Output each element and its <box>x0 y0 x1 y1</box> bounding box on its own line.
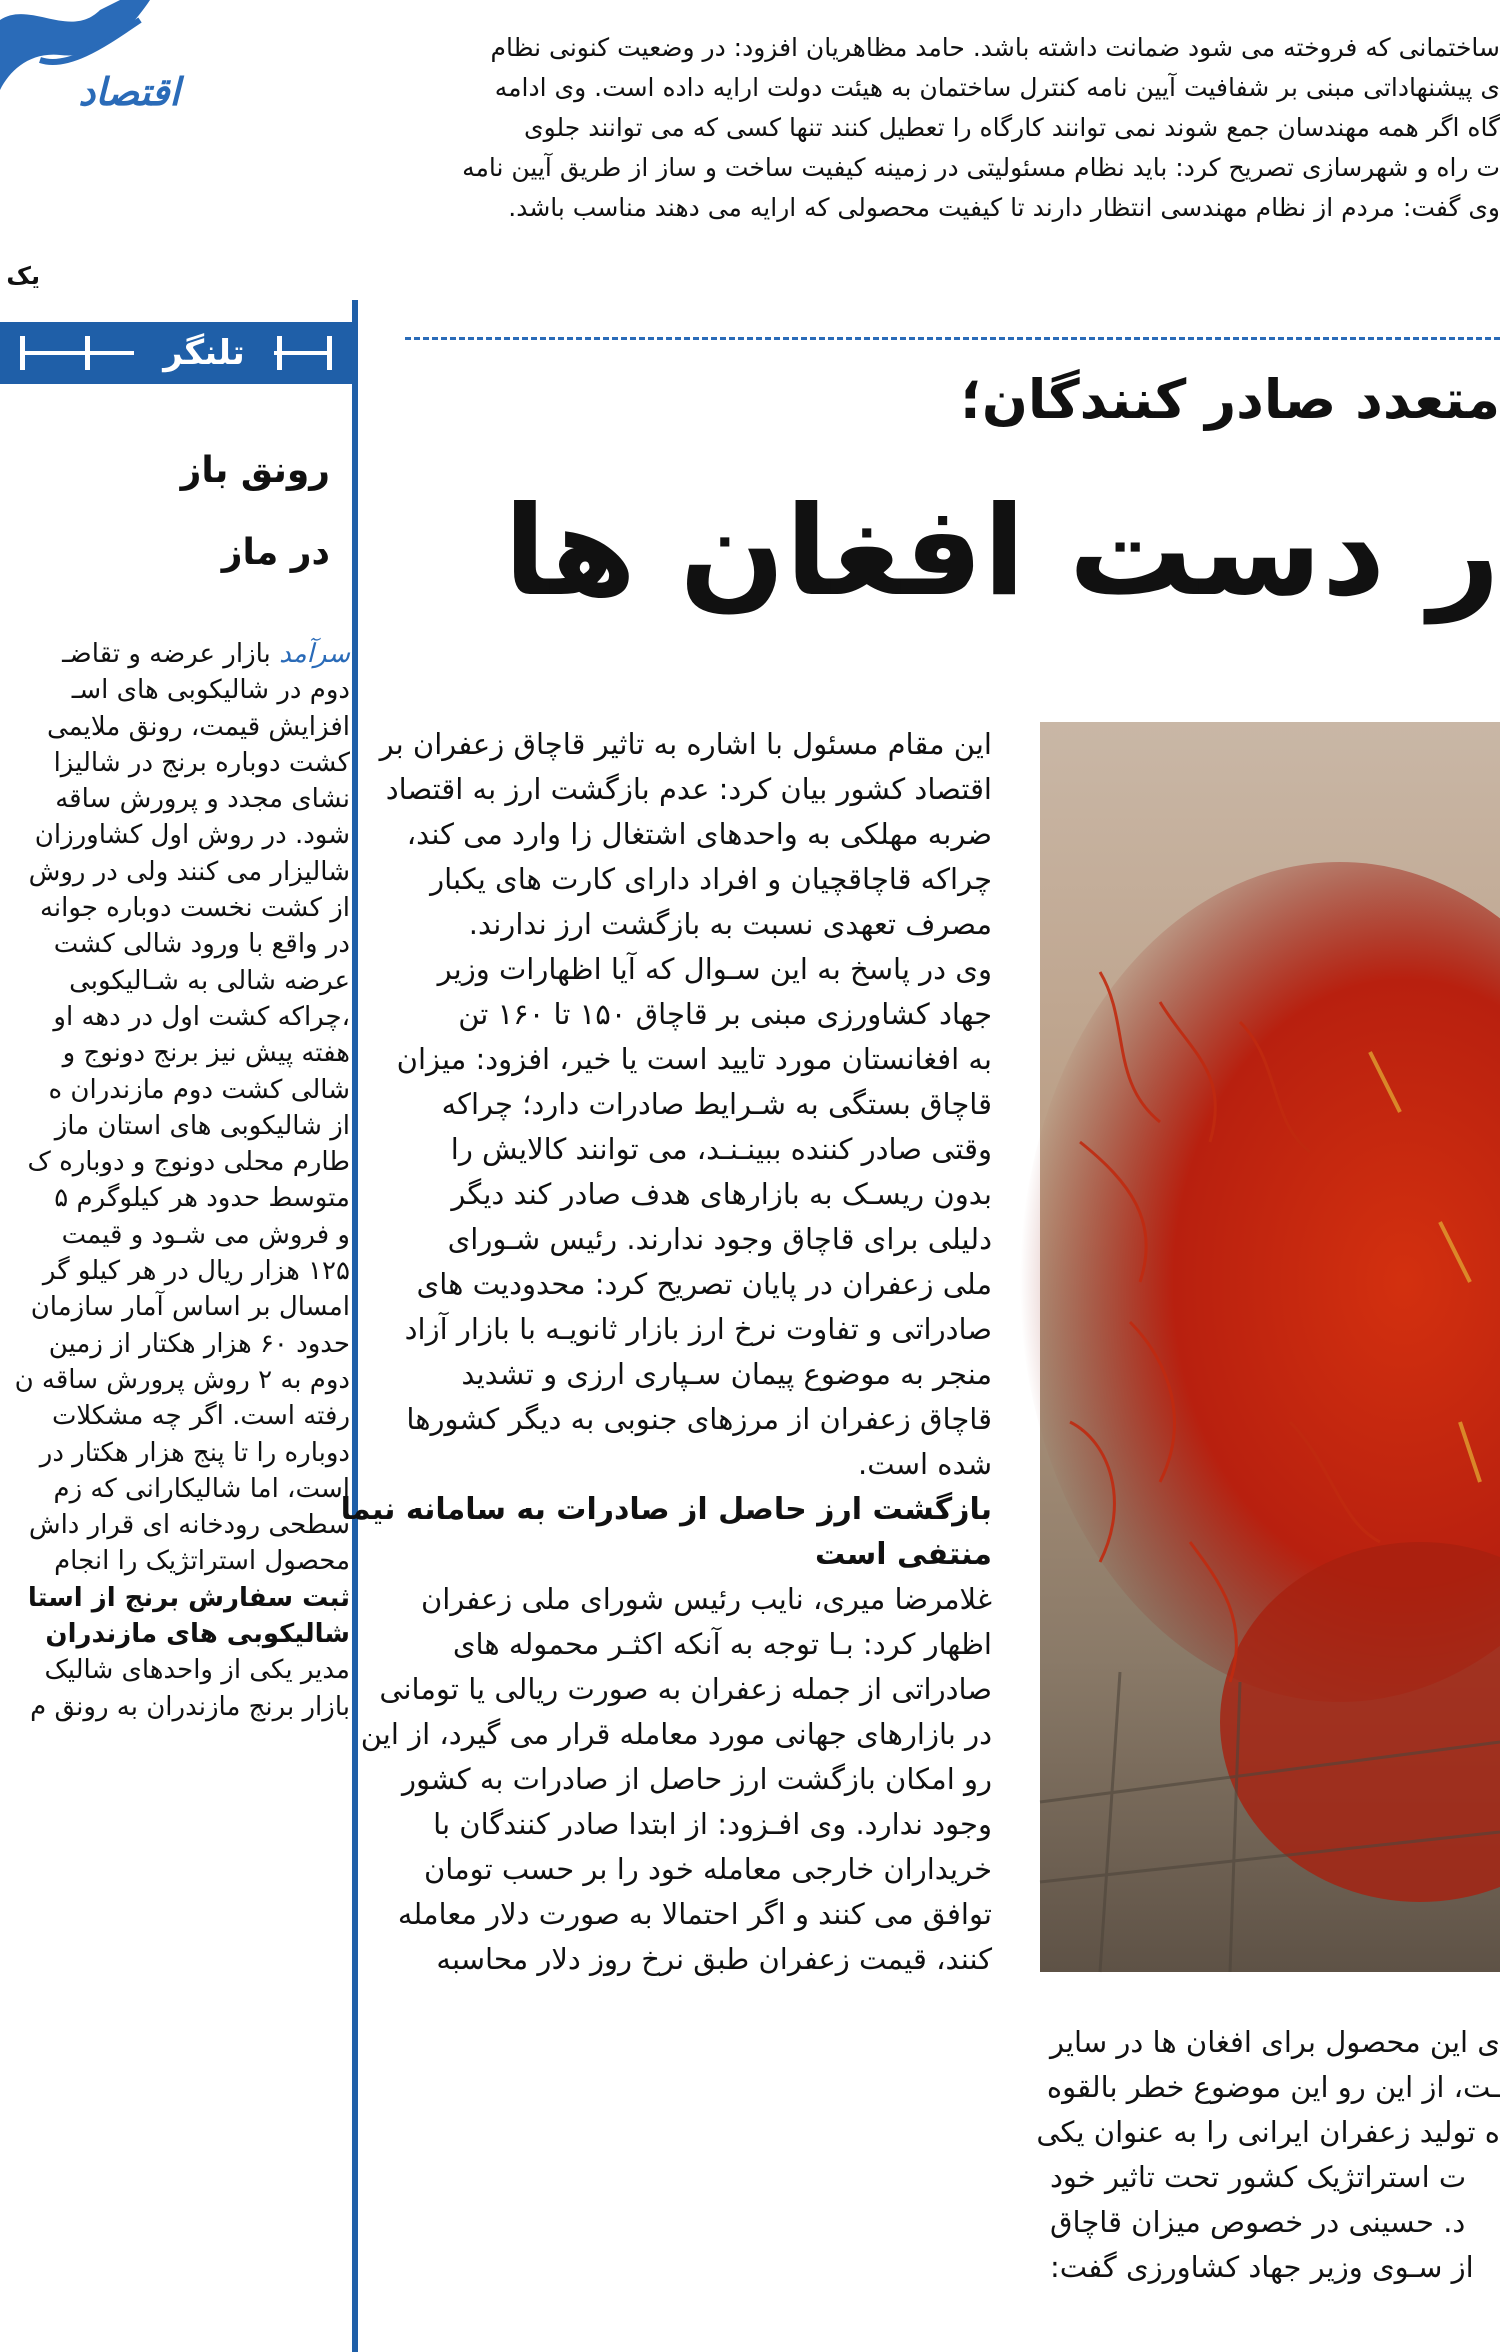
text-line: وجود ندارد. وی افـزود: از ابتدا صادر کنندگان با <box>433 1807 992 1841</box>
text-line: ی پیشنهاداتی مبنی بر شفافیت آیین نامه کنترل ساختمان به هیئت دولت ارایه داده است. وی ادامه <box>494 73 1500 102</box>
text-line: افزایش قیمت، رونق ملایمی <box>46 711 350 742</box>
logo-word: اقتصاد <box>78 70 180 114</box>
text-line: وی گفت: مردم از نظام مهندسی انتظار دارند تا کیفیت محصولی که ارایه می دهند مناسب باشد. <box>508 193 1500 222</box>
text-line: در بازارهای جهانی مورد معامله قرار می گیرد، از این <box>360 1717 992 1751</box>
text-line: محصول استراتژیک را انجام <box>54 1546 350 1577</box>
text-line: ساختمانی که فروخته می شود ضمانت داشته باشد. حامد مظاهریان افزود: در وضعیت کنونی نظام <box>490 33 1500 62</box>
telegraph-title-line: رونق باز <box>180 450 330 491</box>
text-line: ت راه و شهرسازی تصریح کرد: باید نظام مسئولیتی در زمینه کیفیت ساخت و ساز از طریق آیین نامه <box>462 153 1500 182</box>
text-line: به افغانستان مورد تایید است یا خیر، افزود: میزان <box>396 1042 992 1076</box>
text-line: منجر به موضوع پیمان سـپاری ارزی و تشدید <box>461 1357 992 1391</box>
text-line: بازگشت ارز حاصل از صادرات به سامانه نیما <box>340 1492 992 1527</box>
text-line: مدیر یکی از واحدهای شالیک <box>44 1655 350 1686</box>
text-line: شالیکوبی های مازندران <box>45 1619 350 1650</box>
text-line: از کشت نخست دوباره جوانه <box>39 893 350 924</box>
article-column-2 <box>1036 2020 1500 2290</box>
text-line: حدود ۶۰ هزار هکتار از زمین <box>48 1328 350 1359</box>
text-line: از شالیکوبی های استان ماز <box>54 1110 350 1141</box>
text-line: د. حسینی در خصوص میزان قاچاق <box>1050 2205 1466 2239</box>
dashed-divider <box>405 337 1500 340</box>
text-line: بدون ریسـک به بازارهای هدف صادر کند دیگر <box>451 1177 992 1211</box>
page-marker: یک <box>6 262 40 290</box>
telegraph-title <box>0 430 330 594</box>
telegraph-title-line: در ماز <box>221 532 330 573</box>
text-line: دوم در شالیکوبی های اسـ <box>71 675 350 706</box>
text-line-content: بازار عرضه و تقاضـ <box>62 639 271 669</box>
text-line: ضربه مهلکی به واحدهای اشتغال زا وارد می کند، <box>406 817 992 851</box>
newspaper-logo <box>0 0 190 160</box>
text-line <box>0 636 350 672</box>
text-line: دوباره را تا پنج هزار هکتار در <box>39 1437 350 1468</box>
text-line: است، اما شالیکارانی که زم <box>53 1473 350 1504</box>
text-line: ثبت سفارش برنج از استا <box>27 1582 350 1613</box>
telegraph-body <box>0 636 350 1725</box>
text-line: ی این محصول برای افغان ها در سایر <box>1049 2025 1500 2059</box>
text-line: نشای مجدد و پرورش ساقه <box>55 784 350 815</box>
telegraph-label: تلنگر <box>134 330 274 376</box>
text-line: و فروش می شـود و قیمت <box>61 1219 350 1250</box>
text-line: شالیزار می کنند ولی در روش <box>28 856 350 887</box>
text-line: جهاد کشاورزی مبنی بر قاچاق ۱۵۰ تا ۱۶۰ تن <box>458 997 992 1031</box>
text-line: رو امکان بازگشت ارز حاصل از صادرات به کشور <box>401 1762 992 1796</box>
text-line: از سـوی وزیر جهاد کشاورزی گفت: <box>1050 2250 1474 2284</box>
text-line: قاچاق بستگی به شـرایط صادرات دارد؛ چراکه <box>441 1087 992 1121</box>
text-line: اظهار کرد: بـا توجه به آنکه اکثـر محموله های <box>452 1627 992 1661</box>
telegraph-header <box>0 322 352 384</box>
text-line: غلامرضا میری، نایب رئیس شورای ملی زعفران <box>420 1582 992 1616</box>
text-line: خریداران خارجی معامله خود را بر حسب تومان <box>423 1852 992 1886</box>
text-line: شالی کشت دوم مازندران ه <box>48 1074 350 1105</box>
text-line: منتفی است <box>815 1537 992 1572</box>
text-line: طارم محلی دونوج و دوباره ک <box>27 1147 350 1178</box>
text-line: صادراتی از جمله زعفران به صورت ریالی یا تومانی <box>379 1672 992 1706</box>
text-line: بازار برنج مازندران به رونق م <box>30 1691 350 1722</box>
headline-title: ر دست افغان ها <box>503 480 1500 624</box>
text-line: هفته پیش نیز برنج دونوج و <box>62 1038 350 1069</box>
text-line: وی در پاسخ به این سـوال که آیا اظهارات وزیر <box>437 952 992 986</box>
text-line: شده است. <box>858 1447 992 1481</box>
saffron-photo <box>1040 722 1500 1972</box>
text-line: در واقع با ورود شالی کشت <box>53 929 350 960</box>
text-line: مصرف تعهدی نسبت به بازگشت ارز ندارند. <box>468 907 992 941</box>
text-line: این مقام مسئول با اشاره به تاثیر قاچاق زعفران بر <box>379 727 992 761</box>
text-line: چراکه قاچاقچیان و افراد دارای کارت های یکبار <box>430 862 992 896</box>
text-line: قاچاق زعفران از مرزهای جنوبی به دیگر کشورها <box>406 1402 992 1436</box>
text-line: دوم به ۲ روش پرورش ساقه ن <box>14 1364 350 1395</box>
text-line: عرضه شالی به شـالیکوبی <box>69 965 350 996</box>
text-line: توافق می کنند و اگر احتمالا به صورت دلار معامله <box>397 1897 992 1931</box>
text-line: گاه اگر همه مهندسان جمع شوند نمی توانند کارگاه را تعطیل کنند تنها کسی که می توانند جلوی <box>524 113 1500 142</box>
text-line: ۱۲۵ هزار ریال در هر کیلو گر <box>42 1256 350 1287</box>
author-signature: سرآمد <box>279 639 350 669</box>
text-line: رفته است. اگر چه مشکلات <box>51 1401 350 1432</box>
text-line: صادراتی و تفاوت نرخ ارز بازار ثانویـه با بازار آزاد <box>404 1312 992 1346</box>
text-line: وقتی صادر کننده ببینـنـد، می توانند کالایش را <box>450 1132 992 1166</box>
top-paragraph <box>430 28 1500 228</box>
text-line: دلیلی برای قاچاق وجود ندارند. رئیس شـورای <box>447 1222 992 1256</box>
headline-kicker: متعدد صادر کنندگان؛ <box>960 368 1500 431</box>
text-line: اقتصاد کشور بیان کرد: عدم بازگشت ارز به اقتصاد <box>385 772 992 806</box>
text-line: کنند، قیمت زعفران طبق نرخ روز دلار محاسبه <box>436 1942 992 1976</box>
text-line: شود. در روش اول کشاورزان <box>34 820 350 851</box>
text-line: ،چراکه کشت اول در دهه او <box>53 1001 350 1032</box>
text-line: متوسط حدود هر کیلوگرم ۵ <box>54 1183 350 1214</box>
text-line: ه تولید زعفران ایرانی را به عنوان یکی <box>1036 2115 1500 2149</box>
text-line: کشت دوباره برنج در شالیزا <box>53 747 350 778</box>
text-line: امسال بر اساس آمار سازمان <box>30 1292 350 1323</box>
text-line: ملی زعفران در پایان تصریح کرد: محدودیت های <box>416 1267 992 1301</box>
text-line: ـت، از این رو این موضوع خطر بالقوه <box>1046 2070 1500 2104</box>
text-line: سطحی رودخانه ای قرار داش <box>28 1510 350 1541</box>
text-line: ت استراتژیک کشور تحت تاثیر خود <box>1050 2160 1467 2194</box>
article-column-1 <box>340 722 992 1982</box>
